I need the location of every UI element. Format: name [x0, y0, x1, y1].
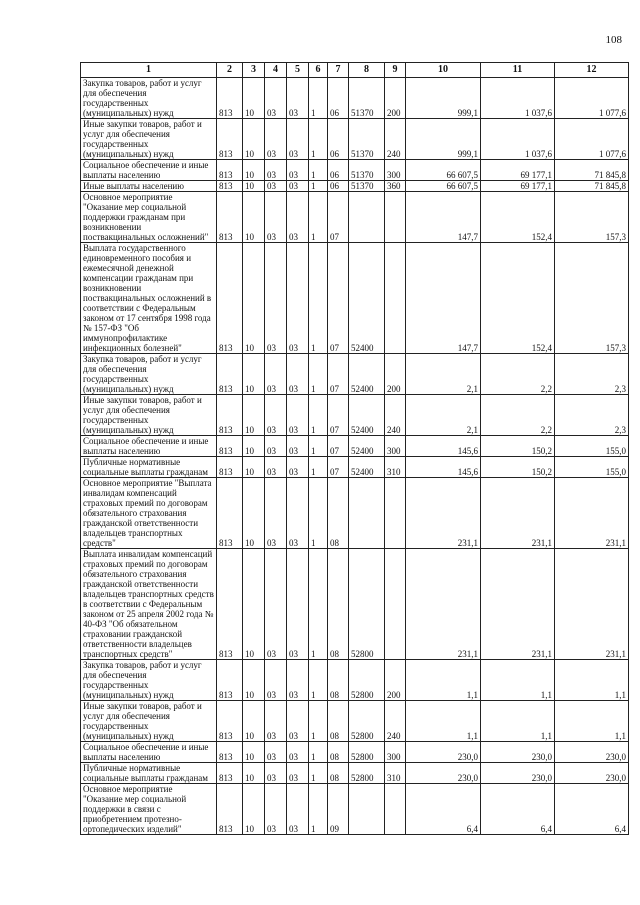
row-subprogram: 1: [309, 160, 328, 181]
row-amount-2021: 1,1: [555, 660, 629, 701]
row-subprogram: 1: [309, 457, 328, 478]
row-amount-2020: 69 177,1: [481, 160, 555, 181]
row-name: Социальное обеспечение и иные выплаты населению: [81, 436, 217, 457]
row-subsection: 03: [265, 457, 287, 478]
row-section: 10: [243, 742, 265, 763]
row-amount-2020: 150,2: [481, 436, 555, 457]
row-subprogram: 1: [309, 549, 328, 660]
row-amount-2019: 147,7: [406, 192, 481, 243]
column-header: 10: [406, 63, 481, 78]
row-section: 10: [243, 119, 265, 160]
row-amount-2021: 155,0: [555, 436, 629, 457]
row-measure: 07: [328, 457, 349, 478]
row-program: 03: [287, 784, 309, 835]
row-amount-2021: 1,1: [555, 701, 629, 742]
row-subprogram: 1: [309, 436, 328, 457]
row-section: 10: [243, 192, 265, 243]
row-program: 03: [287, 119, 309, 160]
row-amount-2019: 231,1: [406, 478, 481, 549]
row-subprogram: 1: [309, 742, 328, 763]
row-section: 10: [243, 784, 265, 835]
row-amount-2019: 147,7: [406, 243, 481, 354]
row-measure: 08: [328, 660, 349, 701]
column-header: 6: [309, 63, 328, 78]
row-name: Основное мероприятие "Оказание мер социальной поддержки гражданам при возникновении поствакцинальных осложнений": [81, 192, 217, 243]
column-header: 5: [287, 63, 309, 78]
row-expense-type: [385, 549, 406, 660]
row-name: Иные закупки товаров, работ и услуг для обеспечения государственных (муниципальных) нужд: [81, 395, 217, 436]
row-expense-type: 240: [385, 701, 406, 742]
row-amount-2020: 231,1: [481, 549, 555, 660]
row-measure: 08: [328, 742, 349, 763]
row-direction: [349, 784, 385, 835]
row-subsection: 03: [265, 763, 287, 784]
row-direction: 52800: [349, 701, 385, 742]
row-section: 10: [243, 78, 265, 119]
row-subprogram: 1: [309, 181, 328, 192]
row-subprogram: 1: [309, 192, 328, 243]
row-measure: 06: [328, 119, 349, 160]
row-program: 03: [287, 243, 309, 354]
row-amount-2021: 2,3: [555, 354, 629, 395]
table-row: [81, 436, 629, 457]
row-measure: 08: [328, 701, 349, 742]
row-measure: 07: [328, 192, 349, 243]
table-row: [81, 243, 629, 354]
row-direction: 52400: [349, 354, 385, 395]
row-amount-2021: 155,0: [555, 457, 629, 478]
row-subprogram: 1: [309, 660, 328, 701]
row-amount-2019: 230,0: [406, 763, 481, 784]
row-amount-2020: 69 177,1: [481, 181, 555, 192]
table-row: [81, 181, 629, 192]
row-expense-type: 300: [385, 742, 406, 763]
row-measure: 07: [328, 243, 349, 354]
row-amount-2020: 2,2: [481, 354, 555, 395]
row-subsection: 03: [265, 160, 287, 181]
table-row: [81, 478, 629, 549]
row-program: 03: [287, 457, 309, 478]
row-subsection: 03: [265, 660, 287, 701]
table-row: [81, 160, 629, 181]
row-direction: 52400: [349, 243, 385, 354]
row-amount-2021: 231,1: [555, 549, 629, 660]
row-expense-type: 300: [385, 436, 406, 457]
row-amount-2020: 231,1: [481, 478, 555, 549]
row-name: Публичные нормативные социальные выплаты гражданам: [81, 457, 217, 478]
row-expense-type: 200: [385, 660, 406, 701]
column-header: 3: [243, 63, 265, 78]
row-ved: 813: [217, 436, 243, 457]
row-section: 10: [243, 436, 265, 457]
row-amount-2021: 6,4: [555, 784, 629, 835]
row-amount-2021: 71 845,8: [555, 160, 629, 181]
row-section: 10: [243, 354, 265, 395]
page-number: 108: [605, 34, 622, 46]
row-direction: 52800: [349, 660, 385, 701]
row-amount-2021: 1 077,6: [555, 119, 629, 160]
row-amount-2019: 999,1: [406, 119, 481, 160]
row-subsection: 03: [265, 243, 287, 354]
row-section: 10: [243, 181, 265, 192]
row-name: Выплата инвалидам компенсаций страховых премий по договорам обязательного страхования гражданской ответственности владельцев транспортных средств в соответствии с Федеральным законом от 25 апреля 2002 года № 40-ФЗ "Об обязательном страховании гражданской ответственности владельцев транспортных средств": [81, 549, 217, 660]
row-name: Социальное обеспечение и иные выплаты населению: [81, 742, 217, 763]
row-subprogram: 1: [309, 395, 328, 436]
row-section: 10: [243, 160, 265, 181]
row-program: 03: [287, 436, 309, 457]
column-header: 2: [217, 63, 243, 78]
table-row: [81, 119, 629, 160]
row-subsection: 03: [265, 119, 287, 160]
row-program: 03: [287, 160, 309, 181]
row-measure: 09: [328, 784, 349, 835]
table-row: [81, 457, 629, 478]
row-ved: 813: [217, 243, 243, 354]
row-amount-2020: 1,1: [481, 701, 555, 742]
column-header: 12: [555, 63, 629, 78]
column-header: 4: [265, 63, 287, 78]
row-measure: 06: [328, 160, 349, 181]
row-amount-2021: 230,0: [555, 742, 629, 763]
row-amount-2019: 231,1: [406, 549, 481, 660]
column-header: 1: [81, 63, 217, 78]
row-amount-2019: 145,6: [406, 457, 481, 478]
row-expense-type: 300: [385, 160, 406, 181]
row-section: 10: [243, 243, 265, 354]
column-header: 7: [328, 63, 349, 78]
row-name: Выплата государственного единовременного пособия и ежемесячной денежной компенсации гражданам при возникновении поствакцинальных осложнений в соответствии с Федеральным законом от 17 сентября 1998 года № 157-ФЗ "Об иммунопрофилактике инфекционных болезней": [81, 243, 217, 354]
column-header: 11: [481, 63, 555, 78]
row-ved: 813: [217, 549, 243, 660]
row-measure: 08: [328, 478, 349, 549]
row-subprogram: 1: [309, 119, 328, 160]
row-subsection: 03: [265, 436, 287, 457]
row-direction: 51370: [349, 181, 385, 192]
row-program: 03: [287, 478, 309, 549]
row-name: Закупка товаров, работ и услуг для обеспечения государственных (муниципальных) нужд: [81, 354, 217, 395]
row-amount-2019: 1,1: [406, 701, 481, 742]
row-subsection: 03: [265, 78, 287, 119]
row-section: 10: [243, 395, 265, 436]
row-section: 10: [243, 660, 265, 701]
row-amount-2019: 999,1: [406, 78, 481, 119]
row-direction: 51370: [349, 78, 385, 119]
row-subsection: 03: [265, 701, 287, 742]
row-name: Основное мероприятие "Выплата инвалидам компенсаций страховых премий по договорам обязательного страхования гражданской ответственности владельцев транспортных средств": [81, 478, 217, 549]
row-measure: 08: [328, 763, 349, 784]
row-amount-2021: 2,3: [555, 395, 629, 436]
row-direction: 51370: [349, 119, 385, 160]
table-row: [81, 549, 629, 660]
row-subsection: 03: [265, 181, 287, 192]
row-program: 03: [287, 192, 309, 243]
row-program: 03: [287, 742, 309, 763]
row-subprogram: 1: [309, 784, 328, 835]
row-amount-2021: 157,3: [555, 243, 629, 354]
row-direction: [349, 192, 385, 243]
row-name: Социальное обеспечение и иные выплаты населению: [81, 160, 217, 181]
row-expense-type: [385, 243, 406, 354]
column-header: 9: [385, 63, 406, 78]
row-measure: 07: [328, 395, 349, 436]
row-expense-type: 360: [385, 181, 406, 192]
row-direction: 52400: [349, 395, 385, 436]
table-row: [81, 354, 629, 395]
row-expense-type: [385, 784, 406, 835]
row-direction: 52400: [349, 436, 385, 457]
header-row: [81, 63, 629, 78]
row-amount-2020: 230,0: [481, 742, 555, 763]
row-subsection: 03: [265, 354, 287, 395]
row-direction: 52800: [349, 742, 385, 763]
column-header: 8: [349, 63, 385, 78]
row-amount-2021: 71 845,8: [555, 181, 629, 192]
row-direction: [349, 478, 385, 549]
row-subprogram: 1: [309, 354, 328, 395]
row-ved: 813: [217, 742, 243, 763]
row-subsection: 03: [265, 742, 287, 763]
row-expense-type: 310: [385, 763, 406, 784]
row-direction: 52800: [349, 549, 385, 660]
row-measure: 06: [328, 181, 349, 192]
row-amount-2020: 6,4: [481, 784, 555, 835]
row-subprogram: 1: [309, 701, 328, 742]
row-subprogram: 1: [309, 763, 328, 784]
row-measure: 06: [328, 78, 349, 119]
row-program: 03: [287, 395, 309, 436]
row-ved: 813: [217, 354, 243, 395]
row-program: 03: [287, 701, 309, 742]
row-amount-2020: 150,2: [481, 457, 555, 478]
row-subsection: 03: [265, 395, 287, 436]
row-amount-2020: 1 037,6: [481, 78, 555, 119]
row-subprogram: 1: [309, 78, 328, 119]
row-ved: 813: [217, 701, 243, 742]
row-amount-2019: 145,6: [406, 436, 481, 457]
row-amount-2019: 2,1: [406, 354, 481, 395]
row-ved: 813: [217, 181, 243, 192]
row-ved: 813: [217, 784, 243, 835]
row-amount-2020: 152,4: [481, 192, 555, 243]
row-name: Основное мероприятие "Оказание мер социальной поддержки в связи с приобретением протезно-ортопедических изделий": [81, 784, 217, 835]
table-row: [81, 395, 629, 436]
row-amount-2020: 230,0: [481, 763, 555, 784]
row-section: 10: [243, 478, 265, 549]
row-subprogram: 1: [309, 478, 328, 549]
table-row: [81, 660, 629, 701]
row-name: Закупка товаров, работ и услуг для обеспечения государственных (муниципальных) нужд: [81, 660, 217, 701]
row-program: 03: [287, 354, 309, 395]
row-ved: 813: [217, 119, 243, 160]
row-measure: 08: [328, 549, 349, 660]
row-ved: 813: [217, 763, 243, 784]
row-expense-type: 240: [385, 395, 406, 436]
row-amount-2020: 1 037,6: [481, 119, 555, 160]
table-row: [81, 701, 629, 742]
row-amount-2021: 157,3: [555, 192, 629, 243]
table-row: [81, 763, 629, 784]
row-name: Иные закупки товаров, работ и услуг для обеспечения государственных (муниципальных) нужд: [81, 701, 217, 742]
table-row: [81, 742, 629, 763]
row-amount-2019: 230,0: [406, 742, 481, 763]
row-name: Закупка товаров, работ и услуг для обеспечения государственных (муниципальных) нужд: [81, 78, 217, 119]
row-direction: 52800: [349, 763, 385, 784]
row-ved: 813: [217, 192, 243, 243]
row-amount-2021: 1 077,6: [555, 78, 629, 119]
row-ved: 813: [217, 78, 243, 119]
row-name: Иные закупки товаров, работ и услуг для обеспечения государственных (муниципальных) нужд: [81, 119, 217, 160]
row-section: 10: [243, 701, 265, 742]
row-section: 10: [243, 763, 265, 784]
row-amount-2019: 66 607,5: [406, 160, 481, 181]
table-row: [81, 784, 629, 835]
table-row: [81, 78, 629, 119]
row-amount-2020: 152,4: [481, 243, 555, 354]
row-program: 03: [287, 763, 309, 784]
row-subsection: 03: [265, 784, 287, 835]
row-amount-2021: 230,0: [555, 763, 629, 784]
row-ved: 813: [217, 160, 243, 181]
row-subprogram: 1: [309, 243, 328, 354]
row-subsection: 03: [265, 549, 287, 660]
row-section: 10: [243, 549, 265, 660]
row-expense-type: 240: [385, 119, 406, 160]
row-direction: 52400: [349, 457, 385, 478]
row-expense-type: 310: [385, 457, 406, 478]
row-amount-2021: 231,1: [555, 478, 629, 549]
row-amount-2019: 1,1: [406, 660, 481, 701]
row-ved: 813: [217, 457, 243, 478]
row-measure: 07: [328, 354, 349, 395]
row-subsection: 03: [265, 192, 287, 243]
row-expense-type: [385, 192, 406, 243]
row-program: 03: [287, 181, 309, 192]
row-amount-2020: 2,2: [481, 395, 555, 436]
row-program: 03: [287, 549, 309, 660]
row-expense-type: 200: [385, 78, 406, 119]
row-ved: 813: [217, 395, 243, 436]
table-row: [81, 192, 629, 243]
row-section: 10: [243, 457, 265, 478]
row-name: Иные выплаты населению: [81, 181, 217, 192]
row-expense-type: [385, 478, 406, 549]
row-subsection: 03: [265, 478, 287, 549]
row-direction: 51370: [349, 160, 385, 181]
row-program: 03: [287, 78, 309, 119]
budget-table: [80, 62, 629, 835]
row-ved: 813: [217, 478, 243, 549]
row-program: 03: [287, 660, 309, 701]
row-amount-2020: 1,1: [481, 660, 555, 701]
row-amount-2019: 66 607,5: [406, 181, 481, 192]
row-amount-2019: 2,1: [406, 395, 481, 436]
row-expense-type: 200: [385, 354, 406, 395]
row-amount-2019: 6,4: [406, 784, 481, 835]
row-name: Публичные нормативные социальные выплаты гражданам: [81, 763, 217, 784]
row-ved: 813: [217, 660, 243, 701]
row-measure: 07: [328, 436, 349, 457]
